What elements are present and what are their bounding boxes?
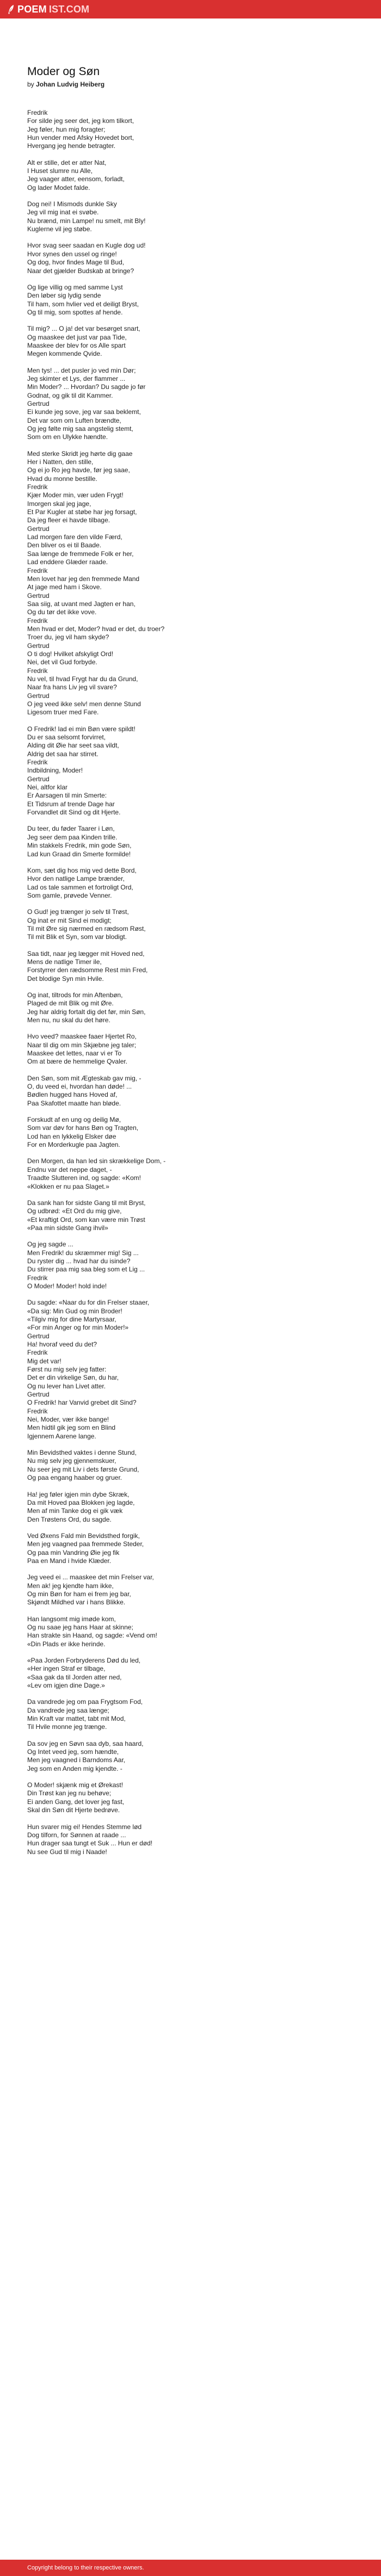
logo-text-poem: POEM [17, 3, 47, 15]
stanza: Den Søn, som mit Ægteskab gav mig, - O, du veed ei, hvordan han døde! ... Bødlen hugged hans Hoved af, Paa Skafottet maatte han bløde. [27, 1074, 142, 1107]
poem-title: Moder og Søn [27, 65, 100, 78]
author-link[interactable]: Johan Ludvig Heiberg [36, 81, 105, 88]
footer [0, 2560, 381, 2576]
stanza: Jeg veed ei ... maaskee det min Frelser var, Men ak! jeg kjendte ham ikke, Og min Bøn for ham ei frem jeg bar, Skjøndt Mildhed var i hans Blikke. [27, 1573, 154, 1607]
stanza: Og inat, tiltrods for min Aftenbøn, Plaged de mit Blik og mit Øre. Jeg har aldrig fortalt dig det før, min Søn, Men nu, nu skal du det høre. [27, 991, 146, 1024]
stanza: «Paa Jorden Forbryderens Død du led, «Her ingen Straf er tilbage, «Saa gak da til Jorden atter ned, «Lev om igjen dine Dage.» [27, 1657, 141, 1690]
byline [27, 81, 348, 88]
top-bar [0, 0, 381, 18]
stanza: Han langsomt mig imøde kom, Og nu saae jeg hans Haar at skinne; Han strakte sin Haand, og sagde: «Vend om! «Din Plads er ikke herinde. [27, 1615, 157, 1648]
byline-prefix: by [27, 81, 36, 88]
quill-icon [8, 4, 15, 14]
stanza: Da sov jeg en Søvn saa dyb, saa haard, Og Intet veed jeg, som hændte, Men jeg vaagned i Barndoms Aar, Jeg som en Anden mig kjendte. - [27, 1739, 144, 1772]
poem-container [0, 18, 348, 1856]
stanza: Kom, sæt dig hos mig ved dette Bord, Hvor den natlige Lampe brænder, Lad os tale sammen et fortroligt Ord, Som gamle, prøvede Venner. [27, 866, 137, 899]
stanza: Hvo veed? maaskee faaer Hjertet Ro, Naar til dig om min Skjæbne jeg taler; Maaskee det lettes, naar vi er To Om at bære de hemmelige Qvaler. [27, 1033, 137, 1066]
stanza: Hvor svag seer saadan en Kugle dog ud! Hvor synes den ussel og ringe! Og dog, hvor findes Mage til Bud, Naar det gjælder Budskab at bringe? [27, 242, 146, 275]
stanza: Ved Øxens Fald min Bevidsthed forgik, Men jeg vaagned paa fremmede Steder, Og paa min Vandring Øie jeg fik Paa en Mand i hvide Klæder. [27, 1531, 144, 1565]
stanza: O Moder! skjænk mig et Ørekast! Din Trøst kan jeg nu behøve; Ei anden Gang, det lover jeg fast, Skal din Søn dit Hjerte bedrøve. [27, 1781, 125, 1814]
stanza: Min Bevidsthed vaktes i denne Stund, Nu mig selv jeg gjennemskuer, Nu seer jeg mit Liv i dets første Grund, Og paa engang haaber og gruer. [27, 1449, 139, 1482]
stanza: Med sterke Skridt jeg hørte dig gaae Her i Natten, den stille, Og ei jo Ro jeg havde, før jeg saae, Hvad du monne bestille. Fredrik Kjær Moder min, vær uden Frygt! Imorgen skal jeg jage, Et Par Kugler at støbe har jeg forsagt, Da jeg fleer ei havde tilbage. Gertrud Lad morgen fare den vilde Færd, Den bliver os ei til Baade. Saa længe de fremmede Folk er her, Lad enddere Glæder raade. Fredrik Men lovet har jeg den fremmede Mand At jage med ham i Skove. Gertrud Saa siig, at uvant med Jagten er han, Og du tør det ikke vove. Fredrik Men hvad er det, Moder? hvad er det, du troer? Troer du, jeg vil ham skyde? Gertrud O ti dog! Hvilket afskyligt Ord! Nei, det vil Gud forbyde. Fredrik Nu vel, til hvad Frygt har du da Grund, Naar fra hans Liv jeg vil svare? Gertrud O jeg veed ikke selv! men denne Stund Ligesom truer med Fare. [27, 449, 165, 716]
stanza: Dog nei! I Mismods dunkle Sky Jeg vil mig inat ei svøbe. Nu brænd, min Lampe! nu smelt, mit Bly! Kuglerne vil jeg støbe. [27, 200, 146, 233]
stanza: Da sank han for sidste Gang til mit Bryst, Og udbrød: «Et Ord du mig give, «Et kraftigt Ord, som kan være min Trøst «Paa min sidste Gang ihvil» [27, 1199, 146, 1232]
site-logo[interactable] [8, 4, 89, 15]
poem-body [27, 109, 348, 1856]
stanza: Du teer, du føder Taarer i Løn, Jeg seer dem paa Kinden trille. Min stakkels Fredrik, min gode Søn, Lad kun Graad din Smerte formilde! [27, 825, 132, 858]
stanza: Men tys! ... det pusler jo ved min Dør; Jeg skimter et Lys, der flammer ... Min Moder? ... Hvordan? Du sagde jo før Godnat, og gik til dit Kammer. Gertrud Ei kunde jeg sove, jeg var saa beklemt, Det var som om Luften brændte, Og jeg følte mig saa angstelig stemt, Som om en Ulykke hændte. [27, 366, 146, 441]
stanza: Da vandrede jeg om paa Frygtsom Fod, Da vandrede jeg saa længe; Min Kraft var mattet, tabt mit Mod, Til Hvile monne jeg trænge. [27, 1698, 143, 1731]
stanza: Hun svarer mig ei! Hendes Stemme lød Dog tilforn, for Sønnen at raade ... Hun drager saa tungt et Suk ... Hun er død! Nu see Gud til mig i Naade! [27, 1823, 153, 1856]
stanza: Til mig? ... O ja! det var besørget snart, Og maaskee det just var paa Tide, Maaskee der blev for os Alle spart Megen kommende Qvide. [27, 325, 140, 358]
logo-text-ist: IST.COM [48, 3, 90, 15]
copyright-notice: Copyright belong to their respective owners. [27, 2565, 144, 2571]
stanza: Og lige villig og med samme Lyst Den løber sig lydig sende Til ham, som hvlier ved et deiligt Bryst, Og til mig, som spottes af hende. [27, 283, 139, 316]
stanza: Ha! jeg føler igjen min dybe Skræk, Da mit Hoved paa Blokken jeg lagde, Men af min Tanke dog ei gik væk Den Trøstens Ord, du sagde. [27, 1490, 135, 1523]
stanza: Den Morgen, da han led sin skrækkelige Dom, - Endnu var det neppe daget, - Traadte Slutteren ind, og sagde: «Kom! «Klokken er nu paa Slaget.» [27, 1157, 166, 1190]
stanza: Forskudt af en ung og deilig Mø, Som var døv for hans Bøn og Tragten, Lod han en lykkelig Elsker døe For en Morderkugle paa Jagten. [27, 1116, 139, 1149]
stanza: Alt er stille, det er atter Nat, I Huset slumre nu Alle, Jeg vaager atter, eensom, forladt, Og lader Modet falde. [27, 158, 125, 191]
stanza: Fredrik For silde jeg seer det, jeg kom tilkort, Jeg føler, hun mig foragter; Hun vender med Afsky Hovedet bort, Hvergang jeg hende betragter. [27, 109, 134, 150]
stanza: O Gud! jeg trænger jo selv til Trøst, Og inat er mit Sind ei modigt; Til mit Øre sig nærmed en rædsom Røst, Til mit Blik et Syn, som var blodigt. [27, 908, 146, 941]
stanza: Du sagde: «Naar du for din Frelser staaer, «Da sig: Min Gud og min Broder! «Tilgiv mig for dine Martyrsaar, «For min Anger og for min Moder!» Gertrud Ha! hvoraf veed du det? Fredrik Mig det var! Først nu mig selv jeg fatter: Det er din virkelige Søn, du har, Og nu lever han Livet atter. Gertrud O Fredrik! har Vanvid grebet dit Sind? Fredrik Nei, Moder, vær ikke bange! Men hidtil gik jeg som en Blind Igjennem Aarene lange. [27, 1299, 150, 1440]
stanza: Saa tidt, naar jeg lægger mit Hoved ned, Mens de natlige Timer ile, Forstyrrer den rædsomme Rest min Fred, Det blodige Syn min Hvile. [27, 949, 148, 983]
stanza: Og jeg sagde ... Men Fredrik! du skræmmer mig! Sig ... Du ryster dig ... hvad har du isinde? Du stirrer paa mig saa bleg som et Lig ... Fredrik O Moder! Moder! hold inde! [27, 1240, 145, 1290]
stanza: O Fredrik! lad ei min Bøn være spildt! Du er saa selsomt forvirret, Alding dit Øie har seet saa vildt, Aldrig det saa har stirret. Fredrik Indbildning, Moder! Gertrud Nei, altfor klar Er Aarsagen til min Smerte: Et Tidsrum af trende Dage har Forvandlet dit Sind og dit Hjerte. [27, 725, 136, 817]
